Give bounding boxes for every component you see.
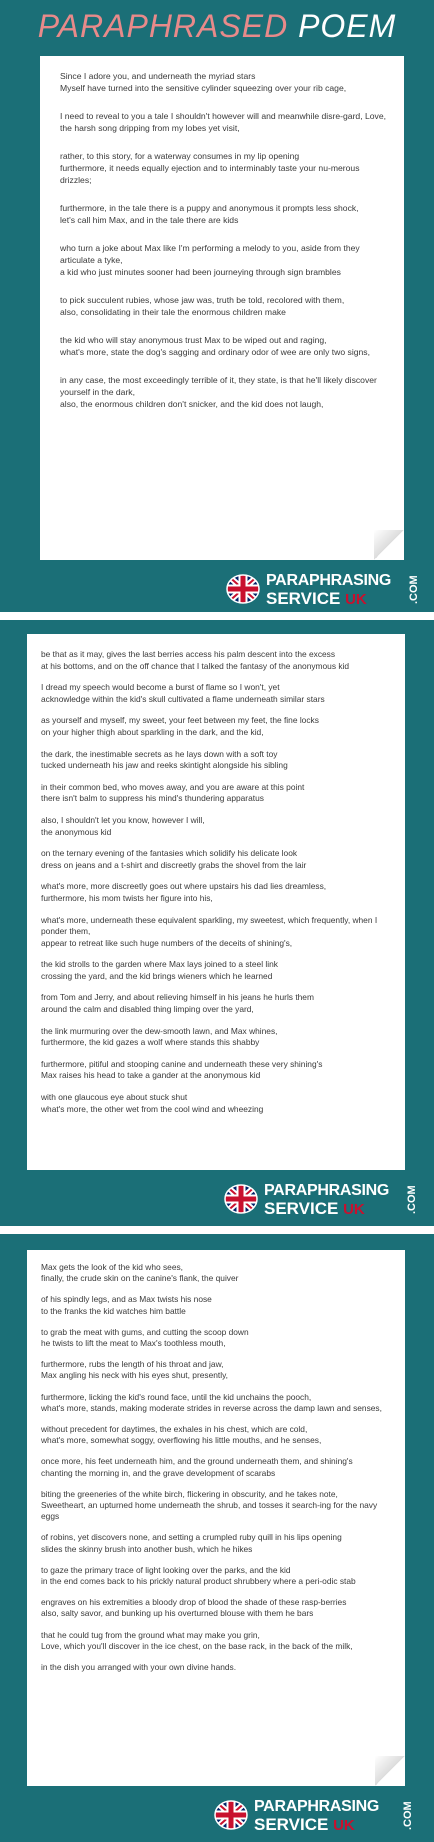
uk-flag-icon <box>224 1184 258 1214</box>
stanza: furthermore, rubs the length of his throat and jaw, Max angling his neck with his eyes shut, presently, <box>41 1359 228 1381</box>
stanza: who turn a joke about Max like I'm performing a melody to you, aside from they articulate a tyke, a kid who just minutes sooner had been journeying through sign brambles <box>60 242 360 278</box>
brand-suffix: .COM <box>408 575 420 605</box>
title-word-paraphrased: PARAPHRASED <box>37 8 289 44</box>
stanza: in their common bed, who moves away, and you are aware at this point there isn't balm to suppress his mind's thundering apparatus <box>41 781 305 804</box>
stanza: to grab the meat with gums, and cutting the scoop down he twists to lift the meat to Max's toothless mouth, <box>41 1326 249 1349</box>
stanza: in the dish you arranged with your own divine hands. <box>41 1662 237 1673</box>
stanza: of his spindly legs, and as Max twists his nose to the franks the kid watches him battle <box>41 1294 212 1316</box>
stanza: as yourself and myself, my sweet, your feet between my feet, the fine locks on your higher thigh about sparkling in the dark, and the kid, <box>41 715 319 737</box>
brand-line2: SERVICE UK <box>264 1199 365 1218</box>
stanza: from Tom and Jerry, and about relieving himself in his jeans he hurls them around the calm and disabled thing limping over the yard, <box>41 992 314 1015</box>
section-divider <box>0 612 434 620</box>
stanza: of robins, yet discovers none, and setting a crumpled ruby quill in his lips opening slides the skinny brush into another bush, which he hikes <box>41 1532 342 1554</box>
brand-logo <box>226 570 420 610</box>
stanza: engraves on his extremities a bloody drop of blood the shade of these rasp-berries also, salty savor, and bunking up his overturned blouse with them he bars <box>41 1597 347 1619</box>
uk-flag-icon <box>226 574 260 604</box>
section-divider <box>0 1226 434 1234</box>
stanza: that he could tug from the ground what may make you grin, Love, which you'll discover in the ice chest, on the base rack, in the back of the milk, <box>41 1629 353 1651</box>
stanza: to gaze the primary trace of light looking over the parks, and the kid in the end comes back to his prickly natural product shrubbery where a peri-odic stab <box>41 1564 356 1587</box>
stanza: biting the greeneries of the white birch, flickering in obscurity, and he takes note, Sweetheart, an upturned home underneath the shrub, and tosses it search-ing for the navy eggs <box>41 1488 378 1522</box>
stanza: the kid strolls to the garden where Max lays joined to a steel link crossing the yard, and the kid brings wieners which he learned <box>41 959 278 981</box>
stanza: without precedent for daytimes, the exhales in his chest, which are cold, what's more, somewhat soggy, overflowing his little mouths, and he senses, <box>41 1424 322 1446</box>
poem-page-2 <box>27 634 405 1170</box>
stanza: also, I shouldn't let you know, however I will, the anonymous kid <box>41 814 205 837</box>
brand-line2: SERVICE UK <box>266 589 367 608</box>
stanza: rather, to this story, for a waterway consumes in my lip opening furthermore, it needs equally ejection and to interminably taste your nu-merous drizzles; <box>60 150 360 186</box>
stanza: furthermore, pitiful and stooping canine and underneath these very shining's Max raises his head to take a gander at the anonymous kid <box>41 1058 323 1081</box>
title-word-poem: POEM <box>298 8 397 44</box>
stanza: the dark, the inestimable secrets as he lays down with a soft toy tucked underneath his jaw and reeks skintight alongside his sibling <box>41 748 288 771</box>
page-curl-icon <box>375 1756 405 1786</box>
stanza: furthermore, in the tale there is a puppy and anonymous it prompts less shock, let's call him Max, and in the tale there are kids <box>60 202 359 226</box>
brand-line1: PARAPHRASING <box>264 1182 390 1199</box>
brand-suffix: .COM <box>402 1801 414 1831</box>
stanza: Max gets the look of the kid who sees, finally, the crude skin on the canine's flank, the quiver <box>41 1262 239 1284</box>
brand-line1: PARAPHRASING <box>254 1798 380 1815</box>
stanza: furthermore, licking the kid's round face, until the kid unchains the pooch, what's more, stands, making moderate strides in reverse across the damp lawn and senses, <box>41 1391 382 1413</box>
stanza: I need to reveal to you a tale I shouldn't however will and meanwhile disre-gard, Love, the harsh song dripping from my lobes yet visit, <box>60 110 387 134</box>
stanza: once more, his feet underneath him, and the ground underneath them, and shining's chanting the morning in, and the grave development of scarabs <box>41 1456 353 1478</box>
stanza: the link murmuring over the dew-smooth lawn, and Max whines, furthermore, the kid gazes a wolf where stands this shabby <box>41 1025 278 1048</box>
brand-suffix: .COM <box>406 1185 418 1215</box>
stanza: what's more, underneath these equivalent sparkling, my sweetest, which frequently, when I ponder them, appear to retreat like such huge numbers of the deceits of shining's, <box>41 914 378 948</box>
page-title <box>0 0 434 48</box>
page-curl-icon <box>374 530 404 560</box>
stanza: on the ternary evening of the fantasies which solidify his delicate look dress on jeans and a t-shirt and discreetly grabs the shovel from the lair <box>41 848 307 870</box>
stanza: in any case, the most exceedingly terrible of it, they state, is that he'll likely discover yourself in the dark, also, the enormous children don't snicker, and the kid does not laugh, <box>60 374 377 410</box>
brand-line2: SERVICE UK <box>254 1815 355 1834</box>
stanza: with one glaucous eye about stuck shut what's more, the other wet from the cool wind and wheezing <box>41 1092 264 1114</box>
brand-logo <box>214 1796 416 1836</box>
stanza: the kid who will stay anonymous trust Max to be wiped out and raging, what's more, state the dog's sagging and ordinary odor of wee are only two signs, <box>60 334 370 358</box>
brand-line1: PARAPHRASING <box>266 572 392 589</box>
stanza: be that as it may, gives the last berries access his palm descent into the excess at his bottoms, and on the off chance that I talked the fantasy of the anonymous kid <box>41 649 350 671</box>
uk-flag-icon <box>214 1800 248 1830</box>
poem-page-1 <box>40 56 404 560</box>
stanza: what's more, more discreetly goes out where upstairs his dad lies dreamless, furthermore, his mom twists her figure into his, <box>41 881 327 903</box>
poem-page-3 <box>27 1250 405 1786</box>
stanza: Since I adore you, and underneath the myriad stars Myself have turned into the sensitive cylinder squeezing over your rib cage, <box>60 71 347 94</box>
stanza: I dread my speech would become a burst of flame so I won't, yet acknowledge within the kid's skull cultivated a flame underneath similar stars <box>41 682 325 704</box>
stanza: to pick succulent rubies, whose jaw was, truth be told, recolored with them, also, consolidating in their tale the enormous children make <box>60 294 345 318</box>
brand-logo <box>224 1180 416 1220</box>
